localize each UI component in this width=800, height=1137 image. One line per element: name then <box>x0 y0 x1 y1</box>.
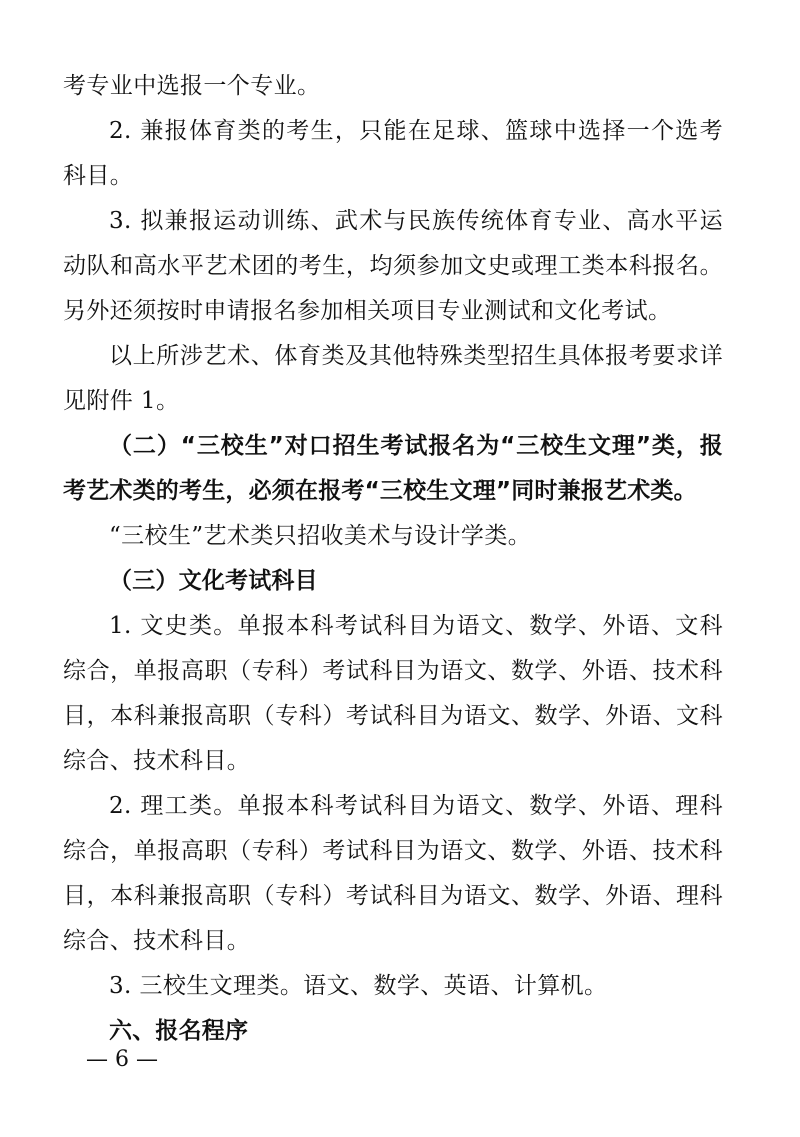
section-heading-three: （三）文化考试科目 <box>109 568 318 594</box>
paragraph-continuation: 考专业中选报一个专业。 <box>63 73 321 99</box>
section-heading-six: 六、报名程序 <box>109 1018 249 1044</box>
paragraph-special-programs: 3. 拟兼报运动训练、武术与民族传统体育专业、高水平运动队和高水平艺术团的考生，均须参加文史或理工类本科报名。另外还须按时申请报名参加相关项目专业测试和文化考试。 <box>63 208 723 324</box>
paragraph-three-schools: 3. 三校生文理类。语文、数学、英语、计算机。 <box>109 973 608 999</box>
paragraph-art-category: “三校生”艺术类只招收美术与设计学类。 <box>109 523 532 549</box>
section-heading-two: （二）“三校生”对口招生考试报名为“三校生文理”类，报考艺术类的考生，必须在报考“三校生文理”同时兼报艺术类。 <box>63 433 723 504</box>
page-number: — 6 — <box>86 1047 158 1072</box>
paragraph-sports-subject: 2. 兼报体育类的考生，只能在足球、篮球中选择一个选考科目。 <box>63 118 723 189</box>
paragraph-liberal-arts: 1. 文史类。单报本科考试科目为语文、数学、外语、文科综合，单报高职（专科）考试科目为语文、数学、外语、技术科目，本科兼报高职（专科）考试科目为语文、数学、外语、文科综合、技术科目。 <box>63 613 723 774</box>
paragraph-appendix-note: 以上所涉艺术、体育类及其他特殊类型招生具体报考要求详见附件 1。 <box>63 343 723 414</box>
paragraph-science: 2. 理工类。单报本科考试科目为语文、数学、外语、理科综合，单报高职（专科）考试科目为语文、数学、外语、技术科目，本科兼报高职（专科）考试科目为语文、数学、外语、理科综合、技术科目。 <box>63 793 723 954</box>
